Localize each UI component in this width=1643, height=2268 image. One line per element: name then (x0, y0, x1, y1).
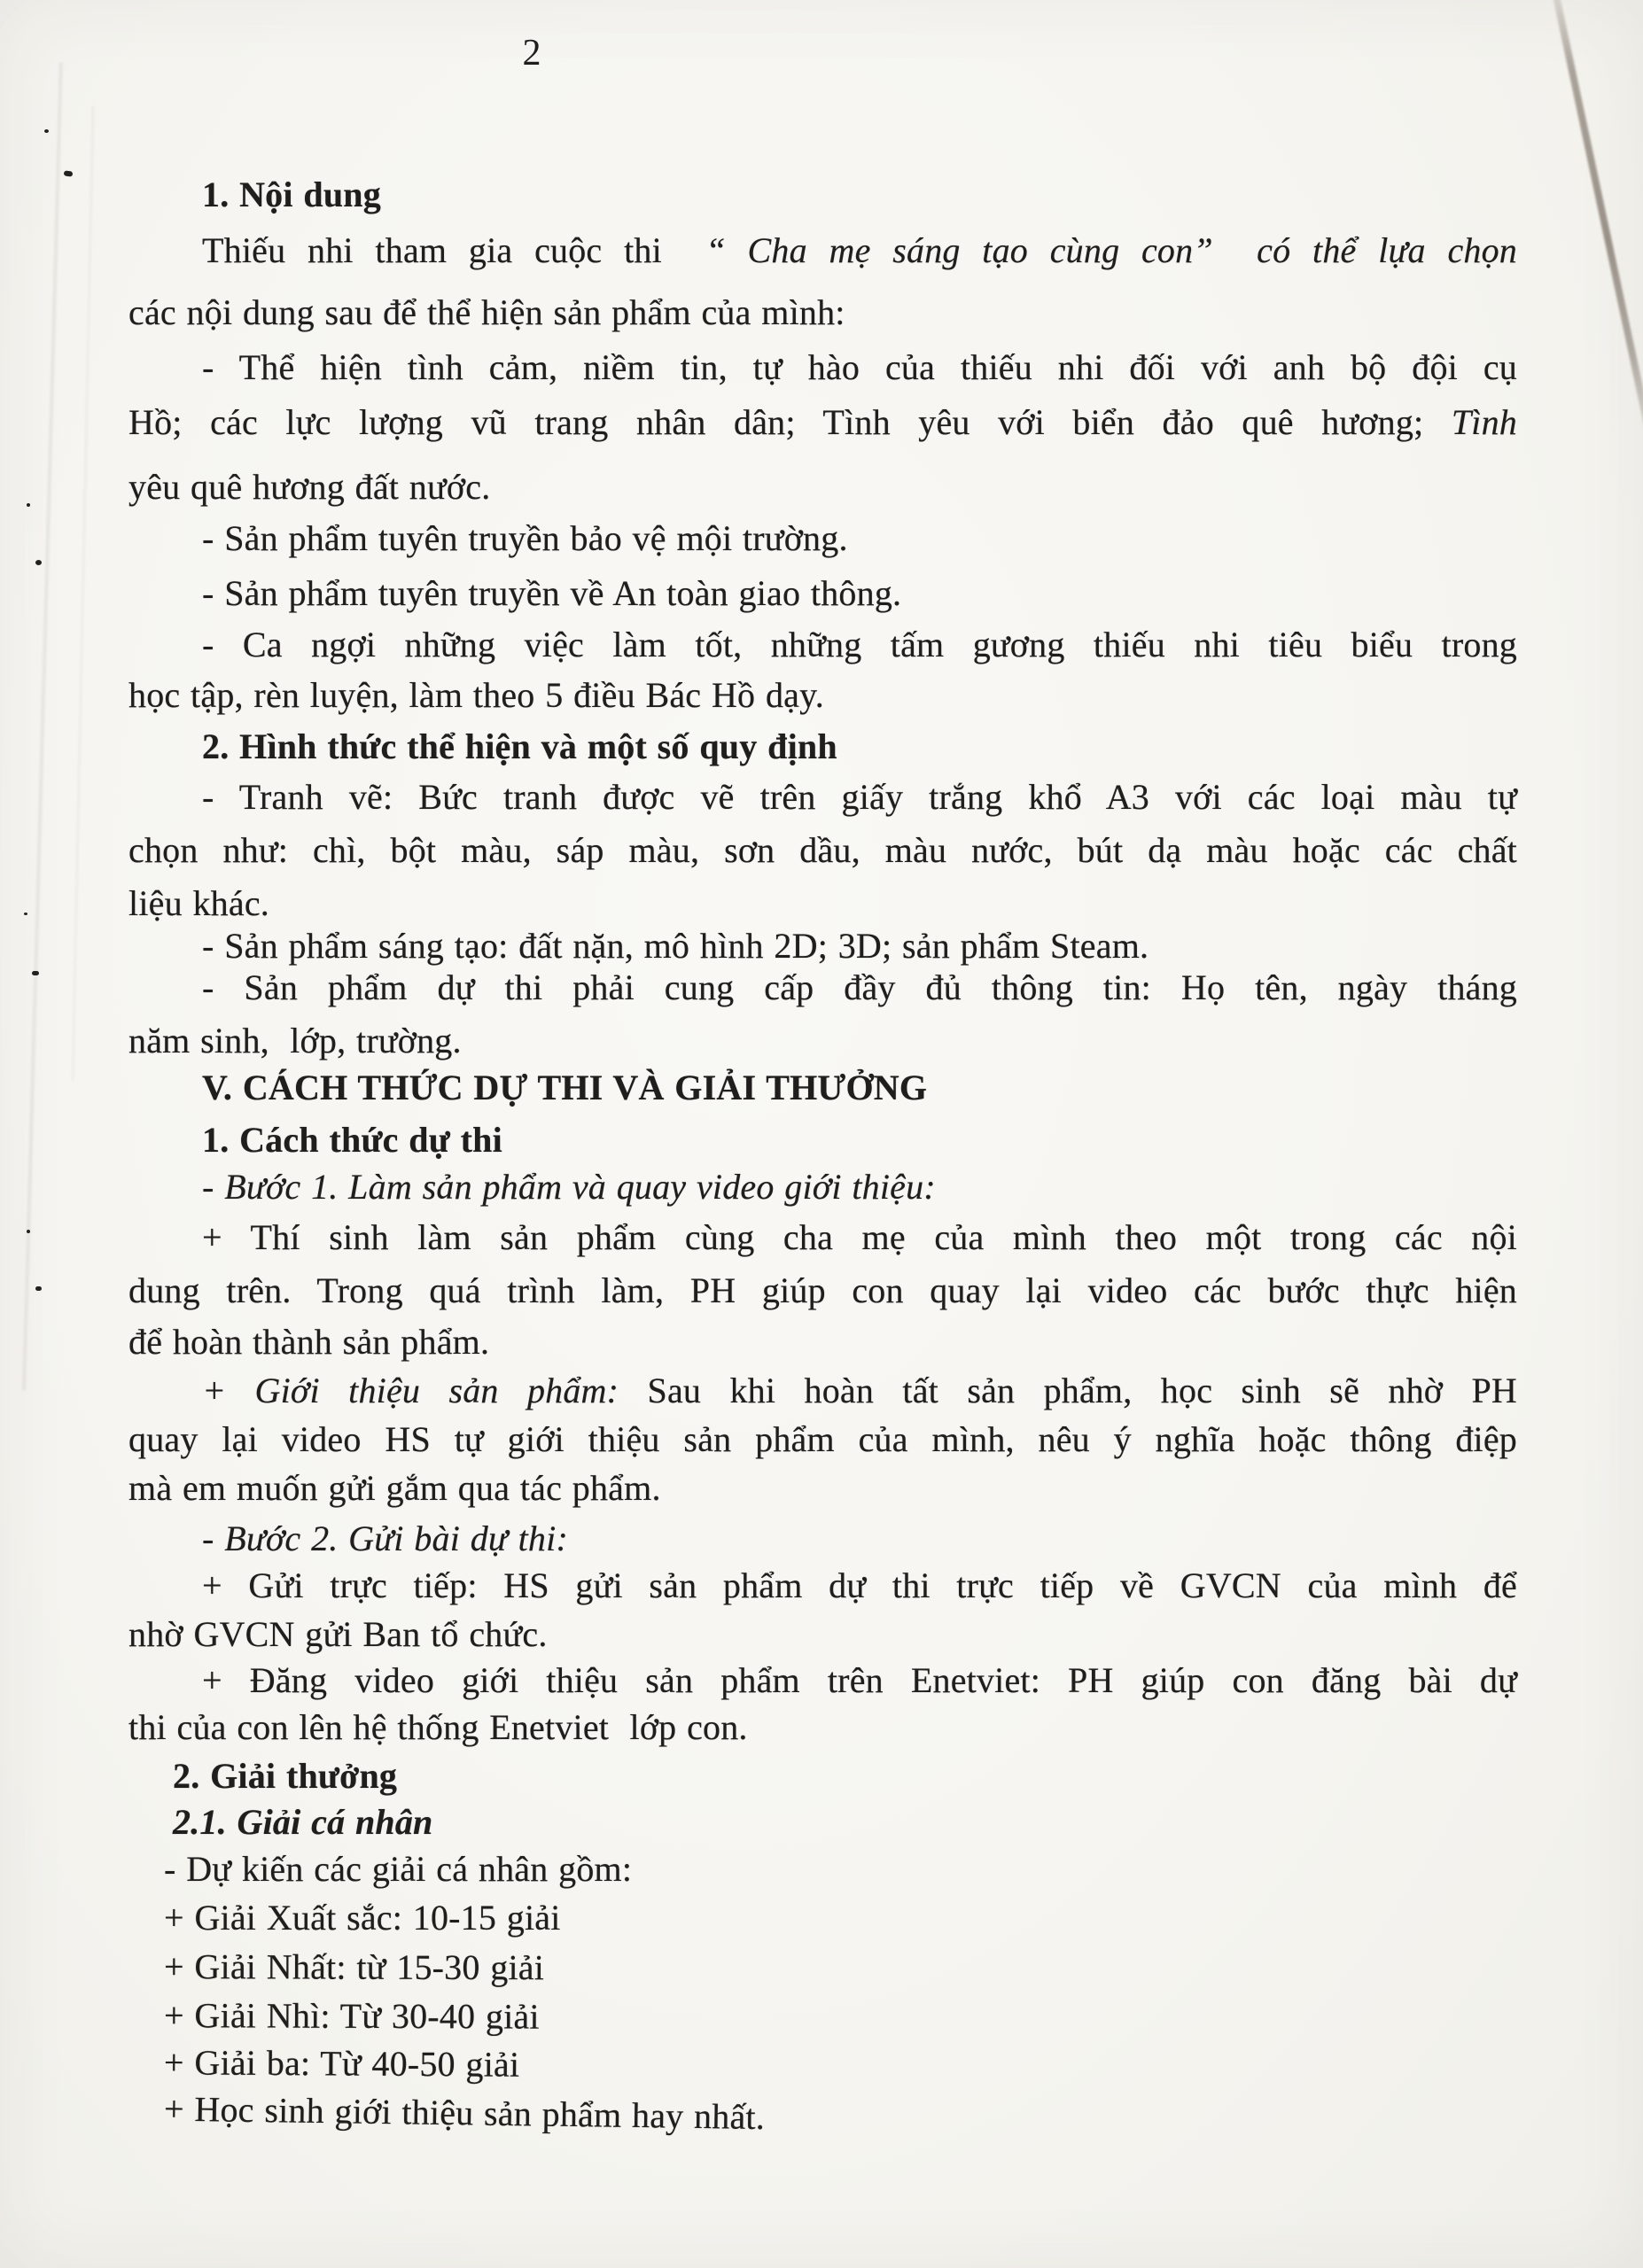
text-segment: - Tranh vẽ: Bức tranh được vẽ trên giấy trắng khổ A3 với các loại màu tự (202, 777, 1517, 817)
text-segment: - Sản phẩm tuyên truyền về An toàn giao thông. (202, 573, 902, 613)
text-segment: liệu khác. (128, 883, 269, 923)
document-line (128, 1754, 1517, 1798)
document-line (128, 924, 1517, 968)
document-line (128, 1800, 1517, 1845)
text-segment: + Gửi trực tiếp: HS gửi sản phẩm dự thi trực tiếp về GVCN của mình để (202, 1565, 1517, 1605)
text-segment: nhờ GVCN gửi Ban tổ chức. (128, 1614, 548, 1654)
document-line (128, 1118, 1517, 1162)
text-segment: + Giới thiệu sản phẩm: (202, 1371, 619, 1410)
document-line (128, 673, 1517, 718)
text-segment: Thiếu nhi tham gia cuộc thi (202, 230, 706, 270)
text-segment: + Giải Nhất: từ 15-30 giải (163, 1946, 545, 1988)
document-line (128, 517, 1517, 561)
scan-speck (27, 503, 30, 507)
scan-speck (27, 1230, 30, 1233)
text-segment: 1. Nội dung (202, 175, 381, 214)
document-line (128, 1269, 1517, 1313)
text-segment: chọn như: chì, bột màu, sáp màu, sơn dầu, màu nước, bút dạ màu hoặc các chất (128, 830, 1517, 870)
document-line (128, 400, 1517, 445)
text-segment: + Giải Nhì: Từ 30-40 giải (163, 1995, 540, 2037)
document-line (128, 1993, 1517, 2042)
text-segment: Sau khi hoàn tất sản phẩm, học sinh sẽ nhờ PH (619, 1371, 1517, 1410)
text-segment: Hồ; các lực lượng vũ trang nhân dân; Tình yêu với biển đảo quê hương; (128, 402, 1452, 442)
text-segment: mà em muốn gửi gắm qua tác phẩm. (128, 1468, 661, 1508)
document-line (128, 966, 1517, 1010)
scan-speck (35, 560, 42, 565)
text-segment: + Thí sinh làm sản phẩm cùng cha mẹ của mình theo một trong các nội (202, 1217, 1517, 1257)
document-line (128, 828, 1517, 873)
document-line (128, 1612, 1517, 1657)
scan-speck (44, 129, 49, 133)
text-segment: + Giải Xuất sắc: 10-15 giải (164, 1898, 561, 1938)
document-line (128, 1066, 1517, 1110)
scan-speck (35, 1286, 42, 1291)
document-line (128, 1466, 1517, 1511)
text-segment: + Đăng video giới thiệu sản phẩm trên Enetviet: PH giúp con đăng bài dự (202, 1660, 1517, 1700)
document-line (128, 1165, 1517, 1209)
text-segment: các nội dung sau để thể hiện sản phẩm của mình: (128, 292, 845, 332)
text-segment: 2. Giải thưởng (173, 1756, 398, 1796)
document-line (128, 1019, 1517, 1063)
document-line (128, 465, 1517, 509)
text-segment: 2.1. Giải cá nhân (173, 1802, 433, 1842)
text-segment: dung trên. Trong quá trình làm, PH giúp con quay lại video các bước thực hiện (128, 1270, 1517, 1310)
text-segment: - Sản phẩm dự thi phải cung cấp đầy đủ thông tin: Họ tên, ngày tháng (202, 967, 1517, 1007)
document-line (128, 1847, 1517, 1891)
document-line (128, 1658, 1517, 1703)
document-line (128, 1369, 1517, 1413)
text-segment: để hoàn thành sản phẩm. (128, 1322, 490, 1362)
text-segment: - Bước 2. Gửi bài dự thi: (202, 1518, 568, 1558)
text-segment: “ Cha mẹ sáng tạo cùng con” có thể lựa chọn (705, 230, 1518, 270)
text-segment: yêu quê hương đất nước. (128, 467, 491, 507)
document-line (128, 775, 1517, 819)
document-line (128, 725, 1517, 769)
document-line (128, 1216, 1517, 1260)
text-segment: 1. Cách thức dự thi (202, 1120, 502, 1160)
page-number: 2 (522, 33, 541, 74)
scan-speck (32, 971, 39, 975)
text-segment: năm sinh, lớp, trường. (128, 1021, 462, 1060)
document-line (128, 1517, 1517, 1561)
text-segment: - Thể hiện tình cảm, niềm tin, tự hào của thiếu nhi đối với anh bộ đội cụ (202, 347, 1517, 387)
document-line (128, 1705, 1517, 1750)
text-segment: - Dự kiến các giải cá nhân gồm: (164, 1849, 633, 1889)
text-segment: - Ca ngợi những việc làm tốt, những tấm gương thiếu nhi tiêu biểu trong (202, 625, 1517, 664)
text-segment: Tình (1451, 402, 1517, 442)
document-line (128, 346, 1517, 390)
text-segment: học tập, rèn luyện, làm theo 5 điều Bác Hồ dạy. (128, 675, 824, 715)
text-segment: thi của con lên hệ thống Enetviet lớp con. (128, 1707, 748, 1747)
document-line (128, 1320, 1517, 1364)
text-segment: quay lại video HS tự giới thiệu sản phẩm của mình, nêu ý nghĩa hoặc thông điệp (128, 1419, 1517, 1459)
text-segment: + Giải ba: Từ 40-50 giải (163, 2042, 520, 2085)
text-segment: - Bước 1. Làm sản phẩm và quay video giới thiệu: (202, 1167, 936, 1207)
text-segment: V. CÁCH THỨC DỰ THI VÀ GIẢI THƯỞNG (202, 1068, 928, 1107)
text-segment: - Sản phẩm sáng tạo: đất nặn, mô hình 2D; 3D; sản phẩm Steam. (202, 926, 1149, 966)
document-line (128, 571, 1517, 616)
document-line (128, 2040, 1517, 2093)
scan-speck (64, 170, 74, 176)
document-line (128, 1896, 1517, 1940)
document-line (128, 173, 1517, 217)
document-line (128, 1418, 1517, 1462)
text-segment: 2. Hình thức thể hiện và một số quy định (202, 726, 837, 766)
text-segment: + Học sinh giới thiệu sản phẩm hay nhất. (163, 2088, 766, 2138)
document-line (128, 229, 1517, 273)
document-line (128, 291, 1517, 335)
text-segment: - Sản phẩm tuyên truyền bảo vệ mội trường. (202, 518, 848, 558)
document-line (128, 1564, 1517, 1608)
document-line (128, 1945, 1517, 1992)
scan-speck (24, 913, 27, 915)
document-line (128, 2086, 1518, 2150)
document-line (128, 882, 1517, 926)
document-line (128, 623, 1517, 667)
